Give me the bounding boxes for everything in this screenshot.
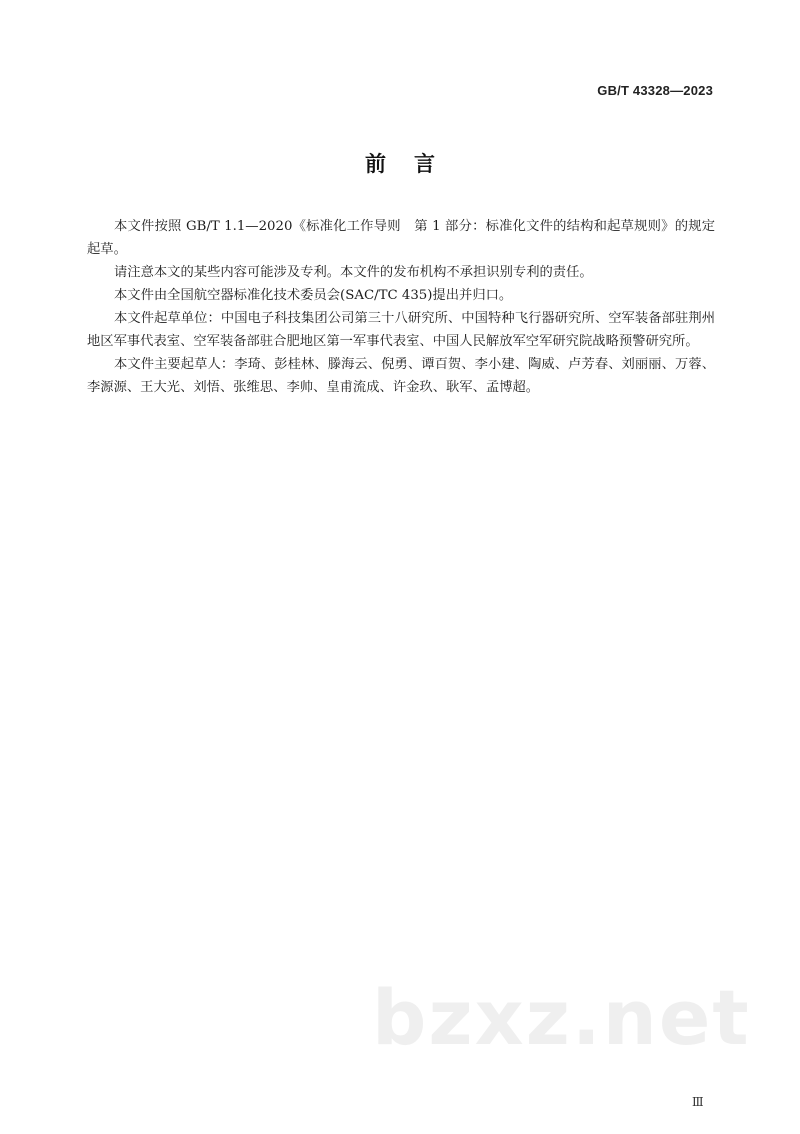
watermark: bzxz.net [372,973,751,1062]
paragraph-drafters: 本文件主要起草人：李琦、彭桂林、滕海云、倪勇、谭百贺、李小建、陶威、卢芳春、刘丽丽、万蓉、李源源、王大光、刘悟、张维思、李帅、皇甫流成、许金玖、耿军、孟博超。 [87,357,715,395]
paragraph-proposer: 本文件由全国航空器标准化技术委员会(SAC/TC 435)提出并归口。 [114,288,513,303]
paragraph-drafting-units: 本文件起草单位：中国电子科技集团公司第三十八研究所、中国特种飞行器研究所、空军装备部驻荆州地区军事代表室、空军装备部驻合肥地区第一军事代表室、中国人民解放军空军研究院战略预警研究所。 [87,311,715,349]
paragraph-patent-notice: 请注意本文的某些内容可能涉及专利。本文件的发布机构不承担识别专利的责任。 [114,265,593,280]
standard-code: GB/T 43328—2023 [597,83,713,98]
page-number: Ⅲ [692,1095,704,1109]
paragraph-drafting-rules: 本文件按照 GB/T 1.1—2020《标准化工作导则 第 1 部分：标准化文件的结构和起草规则》的规定起草。 [87,219,715,257]
foreword-body [87,215,715,399]
page-title: 前言 [365,152,463,176]
